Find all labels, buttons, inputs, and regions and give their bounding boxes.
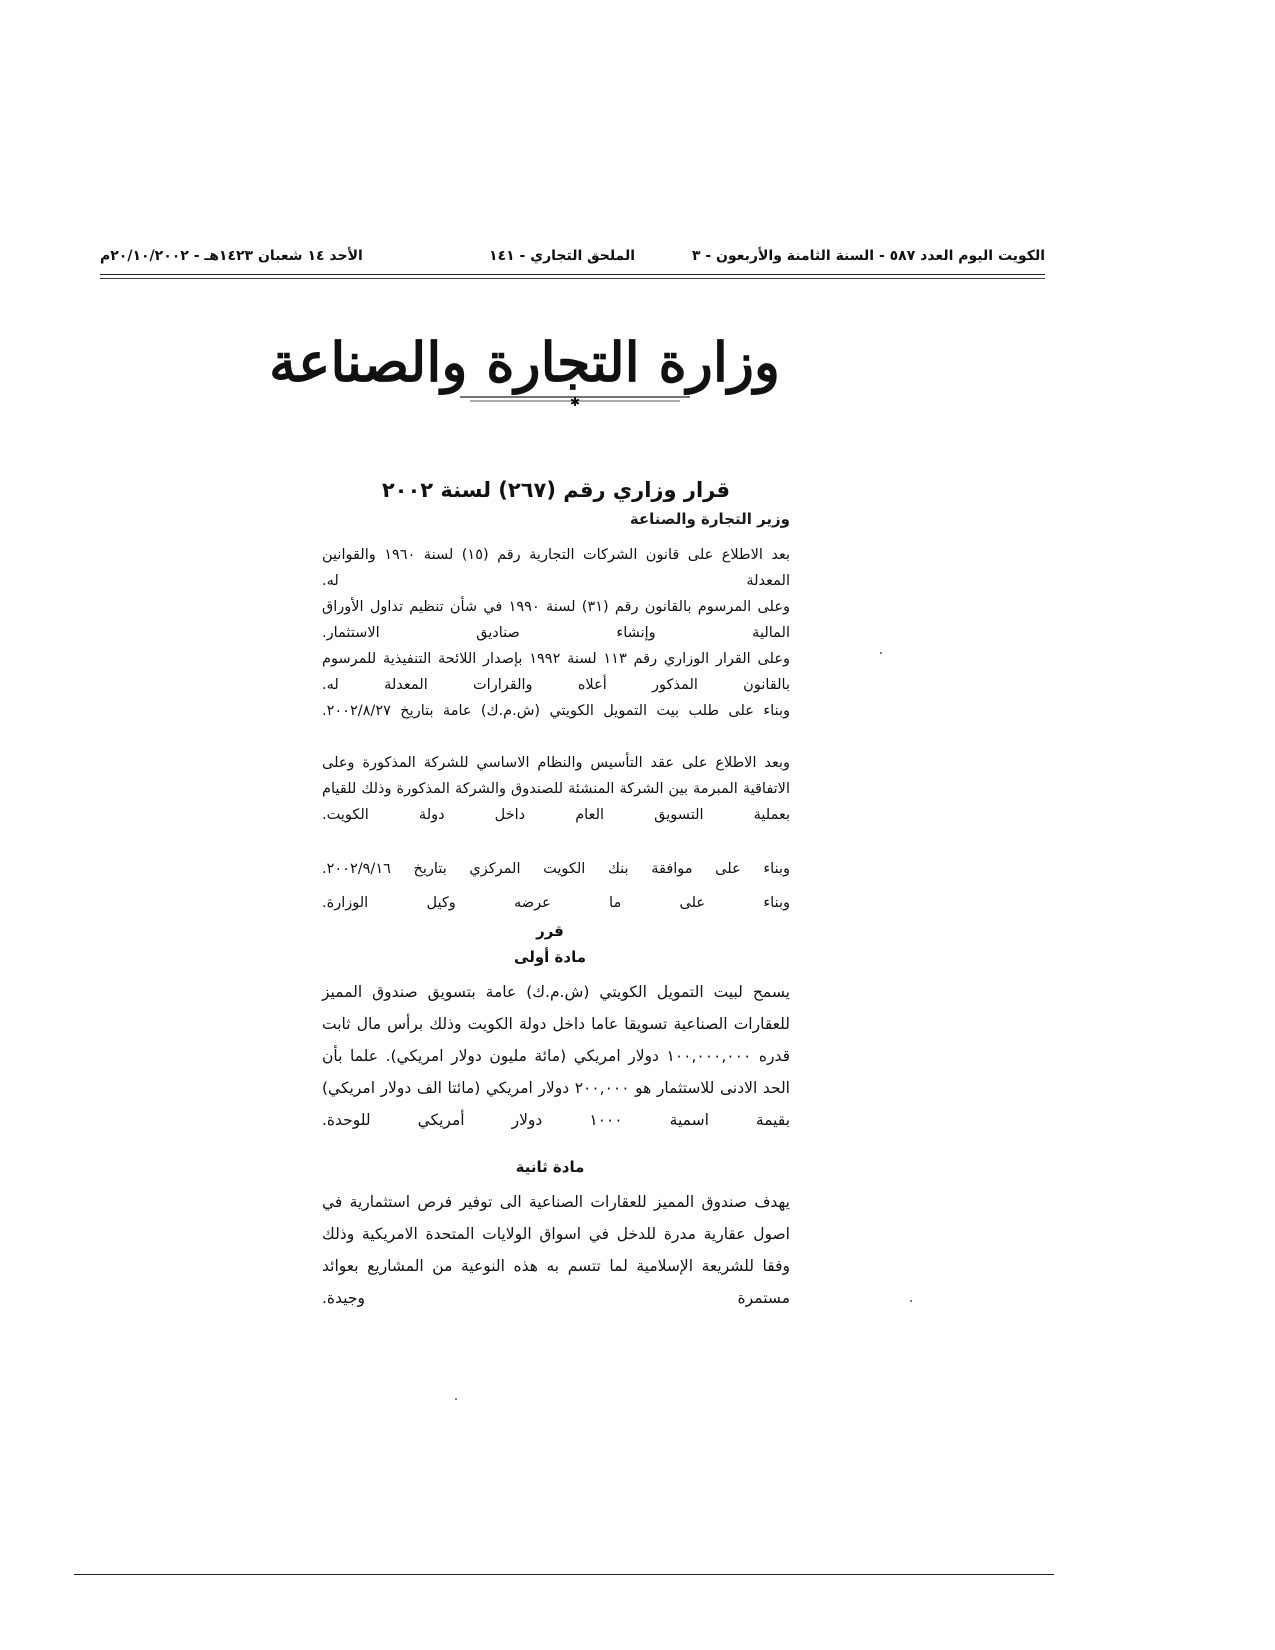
decided-heading: قرر (536, 922, 564, 940)
preamble-4: وبناء على طلب بيت التمويل الكويتي (ش.م.ك) عامة بتاريخ ٢٠٠٢/٨/٢٧. (322, 703, 790, 719)
preamble-3: وعلى القرار الوزاري رقم ١١٣ لسنة ١٩٩٢ بإصدار اللائحة التنفيذية للمرسوم بالقانون المذكور أعلاه والقرارات المعدلة له. (322, 651, 790, 693)
footer-rule (74, 1574, 1054, 1575)
header-rule-secondary (100, 278, 1045, 279)
preamble-6: وبناء على موافقة بنك الكويت المركزي بتاريخ ٢٠٠٢/٩/١٦. (322, 861, 790, 877)
header-rule (100, 274, 1045, 275)
article-1-text: يسمح لبيت التمويل الكويتي (ش.م.ك) عامة بتسويق صندوق المميز للعقارات الصناعية تسويقا عاما داخل دولة الكويت وذلك برأس مال ثابت قدره ١٠٠,٠٠٠,٠٠٠ دولار امريكي (مائة مليون دولار امريكي). علما بأن الحد الادنى للاستثمار هو ٢٠٠,٠٠٠ دولار امريكي (مائتا الف دولار امريكي) بقيمة اسمية ١٠٠٠ دولار أمريكي للوحدة. (322, 983, 791, 1129)
title-ornament (460, 392, 690, 412)
header-issue: الكويت اليوم العدد ٥٨٧ - السنة الثامنة والأربعون - ٣ (691, 248, 1045, 264)
preamble-5: وبعد الاطلاع على عقد التأسيس والنظام الاساسي للشركة المذكورة وعلى الاتفاقية المبرمة بين الشركة المنشئة للصندوق والشركة المذكورة وذلك للقيام بعملية التسويق العام داخل دولة الكويت. (322, 755, 790, 823)
ministry-title: وزارة التجارة والصناعة (269, 330, 780, 394)
preamble-7: وبناء على ما عرضه وكيل الوزارة. (322, 895, 790, 911)
article-2-title: مادة ثانية (515, 1158, 585, 1176)
header-date: الأحد ١٤ شعبان ١٤٢٣هـ - ٢٠/١٠/٢٠٠٢م (100, 248, 363, 264)
minister-line: وزير التجارة والصناعة (629, 510, 790, 528)
preamble-1: بعد الاطلاع على قانون الشركات التجارية رقم (١٥) لسنة ١٩٦٠ والقوانين المعدلة له. (322, 547, 790, 589)
article-1-title: مادة أولى (514, 948, 586, 966)
preamble-2: وعلى المرسوم بالقانون رقم (٣١) لسنة ١٩٩٠ في شأن تنظيم تداول الأوراق المالية وإنشاء صناديق الاستثمار. (322, 599, 790, 641)
scan-speck (880, 652, 882, 654)
article-2-text: يهدف صندوق المميز للعقارات الصناعية الى توفير فرص استثمارية في اصول عقارية مدرة للدخل في اسواق الولايات المتحدة الامريكية وذلك وفقا للشريعة الإسلامية لما تتسم به هذه النوعية من المشاريع بعوائد مستمرة وجيدة. (322, 1193, 790, 1307)
header-supplement: الملحق التجاري - ١٤١ (489, 248, 635, 264)
decision-title: قرار وزاري رقم (٢٦٧) لسنة ٢٠٠٢ (381, 478, 730, 502)
scan-speck (910, 1300, 912, 1302)
scan-speck (455, 1398, 457, 1400)
svg-text:✱: ✱ (569, 395, 581, 409)
